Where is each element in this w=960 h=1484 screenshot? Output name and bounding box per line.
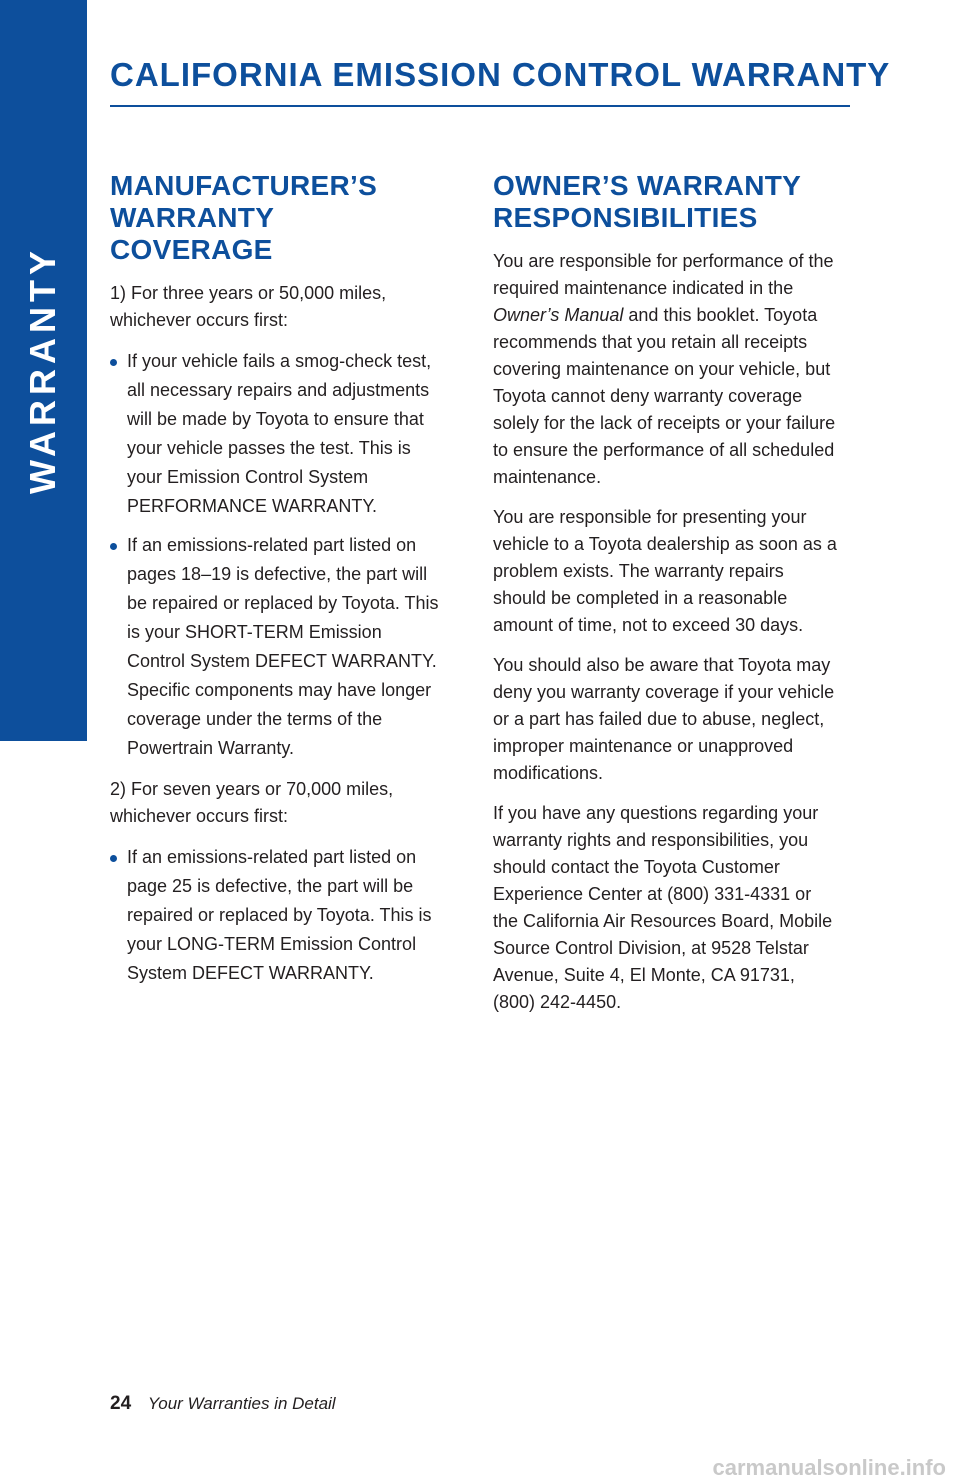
list-item-text: If your vehicle fails a smog-check test, all necessary repairs and adjustments will be made by Toyota to ensure that your vehicle passes the test. This is your Emission Control System PERFORMANCE WARRANTY. [127, 351, 432, 516]
coverage-item-1-list [110, 347, 440, 763]
heading-line: OWNER’S WARRANTY [493, 170, 802, 201]
paragraph-text: and this booklet. Toyota recommends that you retain all receipts covering maintenance on your vehicle, but Toyota cannot deny warranty coverage solely for the lack of receipts or your failure to ensure the performance of all scheduled maintenance. [493, 305, 836, 487]
list-item-text: If an emissions-related part listed on pages 18–19 is defective, the part will be repaired or replaced by Toyota. This is your SHORT-TERM Emission Control System DEFECT WARRANTY. Specific components may have longer coverage under the terms of the Powertrain Warranty. [127, 535, 439, 758]
page-footer [110, 1393, 336, 1415]
coverage-item-2-list [110, 843, 440, 988]
manufacturer-coverage-section [110, 170, 440, 1001]
bullet-icon [110, 543, 117, 550]
heading-line: RESPONSIBILITIES [493, 202, 758, 233]
bullet-icon [110, 855, 117, 862]
heading-line: MANUFACTURER’S [110, 170, 378, 201]
manufacturer-coverage-heading [110, 170, 440, 266]
list-item [110, 843, 440, 988]
responsibility-paragraph-4: If you have any questions regarding your warranty rights and responsibilities, you should contact the Toyota Customer Experience Center at (800) 331-4331 or the California Air Resources Board, Mobile Source Control Division, at 9528 Telstar Avenue, Suite 4, El Monte, CA 91731, (800) 242-4450. [493, 803, 833, 1012]
responsibility-paragraph-1 [493, 248, 838, 491]
sidebar-tab-label: WARRANTY [22, 246, 63, 494]
list-item-text: If an emissions-related part listed on page 25 is defective, the part will be repaired or replaced by Toyota. This is your LONG-TERM Emission Control System DEFECT WARRANTY. [127, 847, 432, 983]
owners-manual-title: Owner’s Manual [493, 305, 624, 325]
responsibility-paragraph-2: You are responsible for presenting your vehicle to a Toyota dealership as soon as a problem exists. The warranty repairs should be completed in a reasonable amount of time, not to exceed 30 days. [493, 507, 837, 635]
coverage-item-1-intro: 1) For three years or 50,000 miles, whichever occurs first: [110, 283, 387, 330]
owner-responsibilities-section [493, 170, 838, 1029]
owner-responsibilities-heading [493, 170, 838, 234]
page-number: 24 [110, 1393, 132, 1414]
page-title: CALIFORNIA EMISSION CONTROL WARRANTY [110, 56, 891, 93]
sidebar-tab [0, 0, 87, 741]
list-item [110, 531, 440, 763]
coverage-item-2-intro: 2) For seven years or 70,000 miles, whichever occurs first: [110, 779, 394, 826]
list-item [110, 347, 440, 521]
paragraph-text: You are responsible for performance of the required maintenance indicated in the [493, 251, 834, 298]
title-divider [110, 105, 850, 107]
bullet-icon [110, 359, 117, 366]
footer-section-title: Your Warranties in Detail [147, 1394, 336, 1413]
watermark: carmanualsonline.info [712, 1455, 946, 1480]
heading-line: WARRANTY COVERAGE [110, 202, 274, 265]
responsibility-paragraph-3: You should also be aware that Toyota may deny you warranty coverage if your vehicle or a part has failed due to abuse, neglect, improper maintenance or unapproved modifications. [493, 655, 835, 783]
